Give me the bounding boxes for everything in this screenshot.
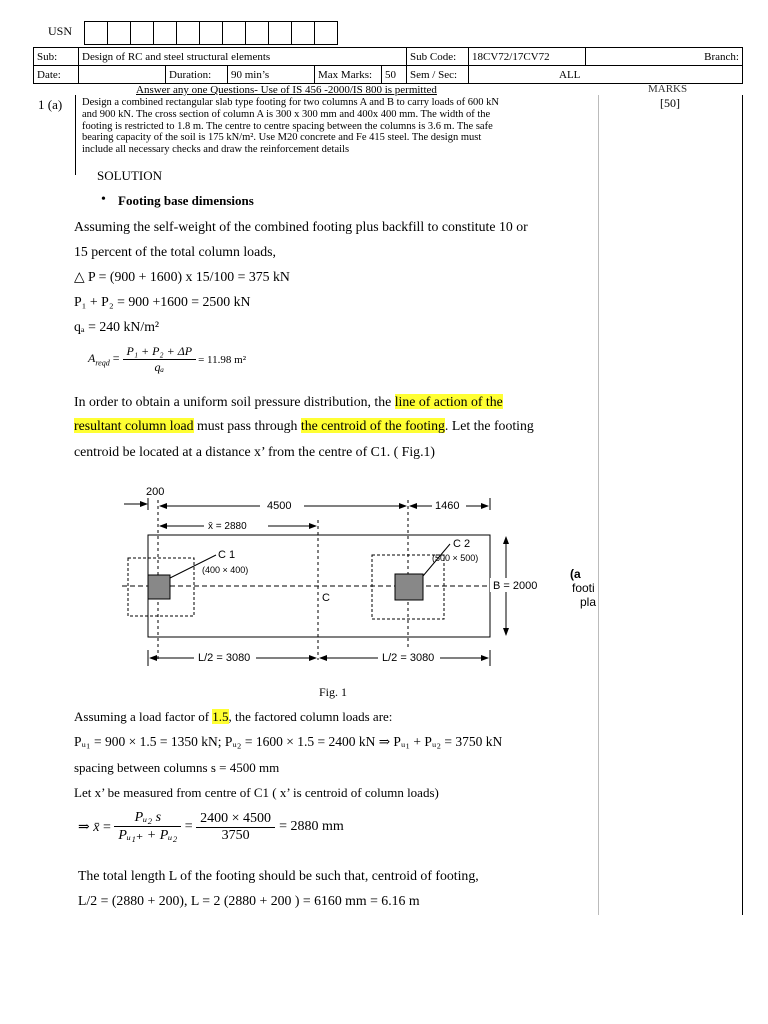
dim-xbar: x̄ = 2880 [208,521,247,532]
area-subscript: reqd [95,358,110,368]
marks-label: MARKS [648,83,688,95]
sub-label: Sub: [34,48,79,66]
question-marks: [50] [660,96,680,110]
c1-size: (400 × 400) [202,565,249,575]
para2-line2 [74,418,534,434]
area-fraction [123,344,197,375]
question-line: bearing capacity of the soil is 175 kN/m². Use M20 concrete and Fe 415 steel. The design must [82,132,482,144]
dim-1460: 1460 [435,500,460,512]
area-symbol: A [88,351,96,366]
date-label: Date: [34,66,79,84]
area-denominator: qₐ [154,360,165,374]
usn-box[interactable] [223,22,246,45]
left-rule [75,95,76,175]
question-line: include all necessary checks and draw the reinforcement details [82,144,350,156]
xbar-numerator: Pᵤ₂ s [134,810,162,825]
highlight-load-factor: 1.5 [212,709,229,724]
factored-loads: Pᵤ₁ = 900 × 1.5 = 1350 kN; Pᵤ₂ = 1600 × 1.5 = 2400 kN ⇒ Pᵤ₁ + Pᵤ₂ = 3750 kN [74,734,503,749]
usn-box[interactable] [246,22,269,45]
column-c2 [395,574,423,600]
exam-header-table [33,47,743,84]
dim-200: 200 [146,486,165,498]
question-line: and 900 kN. The cross section of column A is 300 x 300 mm and 400x 400 mm. The width of the [82,108,491,120]
bullet-dot: • [101,192,106,207]
usn-box[interactable] [177,22,200,45]
xbar-denominator: Pᵤ₁₊ + Pᵤ₂ [118,828,178,843]
usn-box[interactable] [315,22,338,45]
solution-heading: SOLUTION [97,168,162,183]
load-factor-line [74,709,392,725]
subject: Design of RC and steel structural elements [79,48,407,66]
para2-line3: centroid be located at a distance x’ from the centre of C1. ( Fig.1) [74,444,436,459]
xbar-denominator-value: 3750 [221,827,250,843]
para1-line2: 15 percent of the total column loads, [74,244,276,259]
bullet-heading: Footing base dimensions [118,193,254,208]
solution-right-rule [598,95,599,915]
duration: 90 min’s [228,66,315,84]
xprime-line: Let x’ be measured from centre of C1 ( x’ is centroid of column loads) [74,785,439,800]
highlight-line-of-action: line of action of the [394,394,503,409]
question-text [82,97,597,156]
column-c1 [148,575,170,599]
xbar-fraction-1 [114,810,181,844]
b-label: B = 2000 [493,580,538,592]
figure-caption: Fig. 1 [319,685,348,699]
highlight-resultant: resultant column load [74,418,194,433]
para2-text: must pass through [193,418,301,433]
xbar-equation: ⇒ x̄ = $\frac{\text{Pᵤ₂ s}}{\text{Pᵤ₁₊ + Pᵤ₂}}$ = $\frac{2400 \times 4500}{3750}$ = 2880 mm [78,810,344,843]
para1-line1: Assuming the self-weight of the combined footing plus backfill to constitute 10 or [74,219,528,234]
side-caption-c: pla [580,595,597,609]
usn-box[interactable] [108,22,131,45]
l2-right: L/2 = 3080 [382,652,435,664]
xbar-numerator-value: 2400 × 4500 [196,811,275,828]
c2-label: C 2 [453,538,471,550]
load-factor-text: Assuming a load factor of [74,709,213,724]
xbar-fraction-2 [196,811,275,844]
duration-label: Duration: [166,66,228,84]
question-number: 1 (a) [38,97,63,112]
usn-box[interactable] [200,22,223,45]
area-numerator: P₁ + P₂ + ΔP [126,344,193,358]
para2-text: . Let the footing [444,418,534,433]
total-length-line2: L/2 = (2880 + 200), L = 2 (2880 + 200 ) = 6160 mm = 6.16 m [78,893,420,908]
usn-box[interactable] [131,22,154,45]
implies-symbol: ⇒ x̄ = [78,819,115,835]
branch-value: ALL [469,66,743,84]
eq-delta-p: △ P = (900 + 1600) x 15/100 = 375 kN [74,269,290,284]
xbar-result: = 2880 mm [279,819,344,834]
side-caption-b: footi [572,581,595,595]
dim-4500: 4500 [267,500,292,512]
sub-code: 18CV72/17CV72 [469,48,586,66]
footing-figure [110,480,598,670]
max-marks-label: Max Marks: [315,66,382,84]
side-caption-a: (a [570,567,581,581]
marks-right-rule [742,95,743,915]
instruction: Answer any one Questions- Use of IS 456 -2000/IS 800 is permitted [136,84,437,96]
question-line: Design a combined rectangular slab type footing for two columns A and B to carry loads of 600 kN [82,97,499,108]
total-length-line1: The total length L of the footing should be such that, centroid of footing, [78,868,479,883]
usn-label: USN [48,24,73,38]
centroid-label: C [322,592,330,604]
usn-box[interactable] [269,22,292,45]
c1-label: C 1 [218,549,236,561]
question-line: footing is restricted to 1.8 m. The centre to centre spacing between the columns is 3.6 m. The safe [82,120,493,132]
usn-boxes [84,21,338,45]
usn-box[interactable] [154,22,177,45]
c2-size: (500 × 500) [432,553,479,563]
para2-text: In order to obtain a uniform soil pressure distribution, the [74,394,395,409]
load-factor-text: , the factored column loads are: [228,709,393,724]
area-value: 11.98 m² [207,353,246,366]
sub-code-label: Sub Code: [407,48,469,66]
l2-left: L/2 = 3080 [198,652,251,664]
usn-box[interactable] [292,22,315,45]
spacing-line: spacing between columns s = 4500 mm [74,760,280,775]
eq-p1-p2: P₁ + P₂ = 900 +1600 = 2500 kN [74,294,251,309]
eq-qa: qₐ = 240 kN/m² [74,319,160,334]
sem-label: Sem / Sec: [407,66,469,84]
usn-box[interactable] [85,22,108,45]
highlight-centroid: the centroid of the footing [300,418,445,433]
branch-label: Branch: [586,48,743,66]
para2-line1 [74,394,503,410]
area-equation: $A_{reqd}$ = $\frac{\text{P₁ + P₂ + ΔP}}{\text{qₐ}}$ = 11.98 m² [88,344,246,374]
max-marks: 50 [382,66,407,84]
